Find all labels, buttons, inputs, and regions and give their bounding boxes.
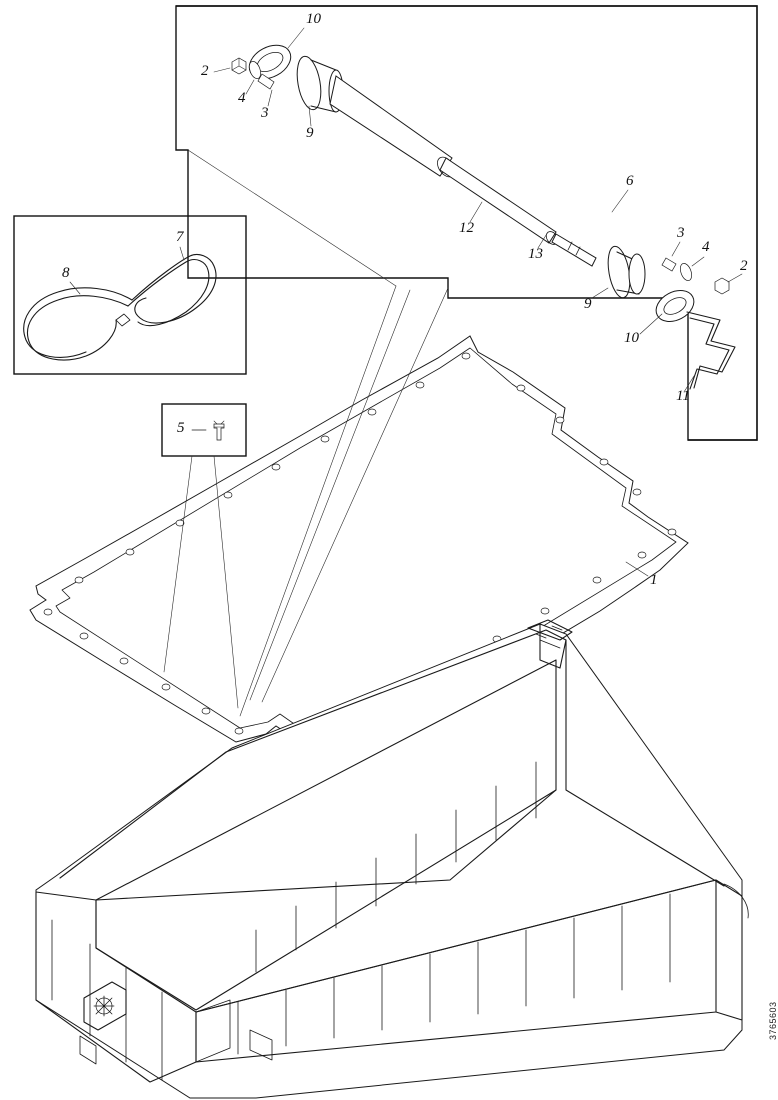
callout-2a: 2 <box>201 63 209 79</box>
callout-11: 11 <box>676 388 690 404</box>
part-code-label: 3765603 <box>768 1001 778 1040</box>
front-hinge-spokes <box>94 996 114 1016</box>
lower-latch-a <box>80 1036 96 1064</box>
callout-6: 6 <box>626 173 634 189</box>
callout-12: 12 <box>459 220 474 236</box>
callout-1: 1 <box>650 572 658 588</box>
callout-7: 7 <box>176 229 184 245</box>
callout-9a: 9 <box>306 125 314 141</box>
callout-3a: 3 <box>261 105 269 121</box>
callout-9b: 9 <box>584 296 592 312</box>
callout-5: 5 <box>177 420 185 436</box>
callout-10a: 10 <box>306 11 321 27</box>
callout-10b: 10 <box>624 330 639 346</box>
callout-3b: 3 <box>677 225 685 241</box>
callout-4b: 4 <box>702 239 710 255</box>
callout-13: 13 <box>528 246 543 262</box>
callout-2b: 2 <box>740 258 748 274</box>
dump-body-outline <box>36 624 742 1098</box>
callout-8: 8 <box>62 265 70 281</box>
callout-4a: 4 <box>238 90 246 106</box>
